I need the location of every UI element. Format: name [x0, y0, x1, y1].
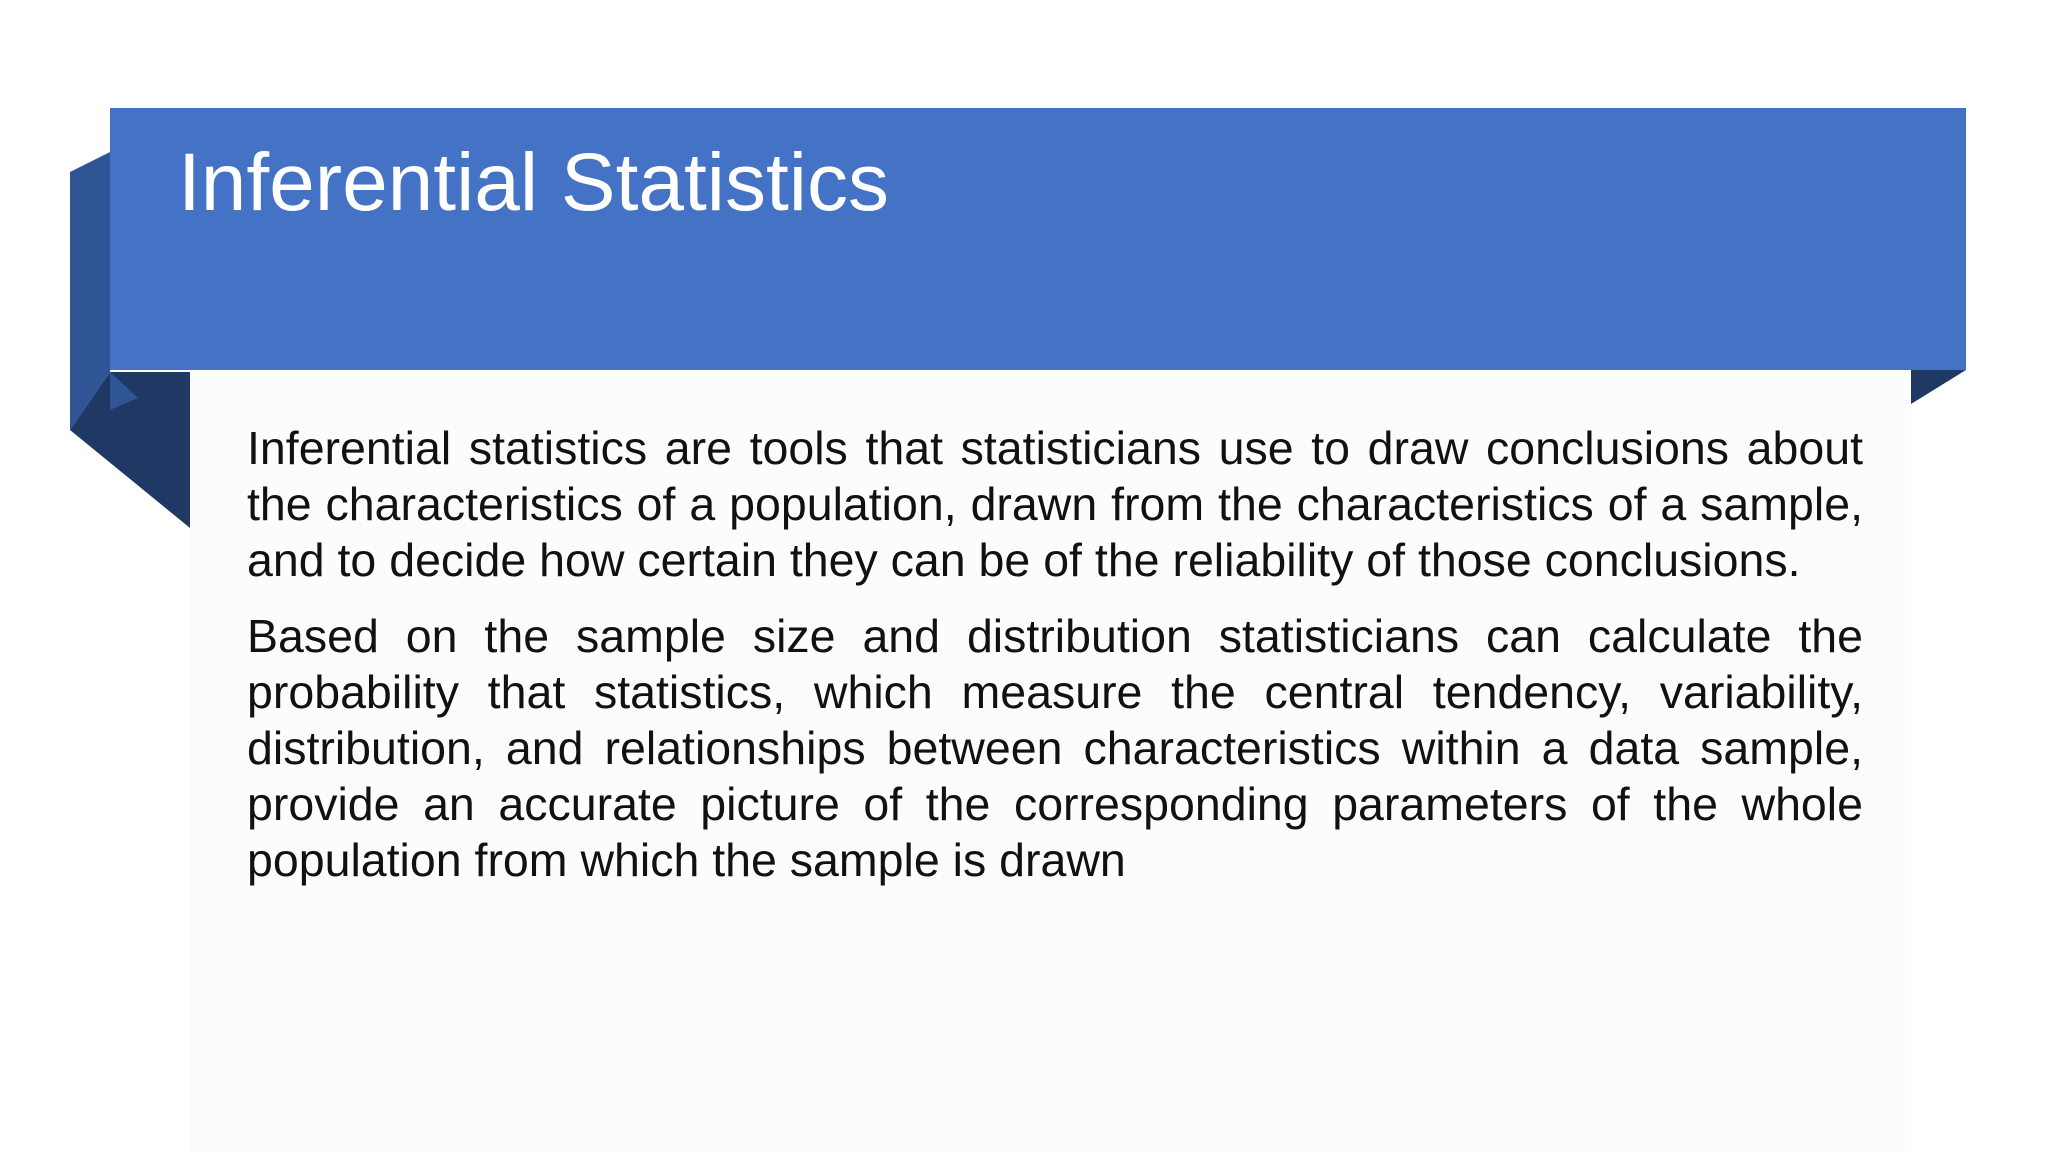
slide-title: Inferential Statistics	[178, 137, 889, 228]
slide-body	[247, 420, 1863, 908]
ribbon-right-fold	[1911, 370, 1966, 404]
paragraph-2: Based on the sample size and distribution statisticians can calculate the probability that statistics, which measure the central tendency, variability, distribution, and relationships between characteristics within a data sample, provide an accurate picture of the corresponding parameters of the whole population from which the sample is drawn	[247, 610, 1863, 886]
paragraph-1: Inferential statistics are tools that statisticians use to draw conclusions about the characteristics of a population, drawn from the characteristics of a sample, and to decide how certain they can be of the reliability of those conclusions.	[247, 422, 1863, 586]
